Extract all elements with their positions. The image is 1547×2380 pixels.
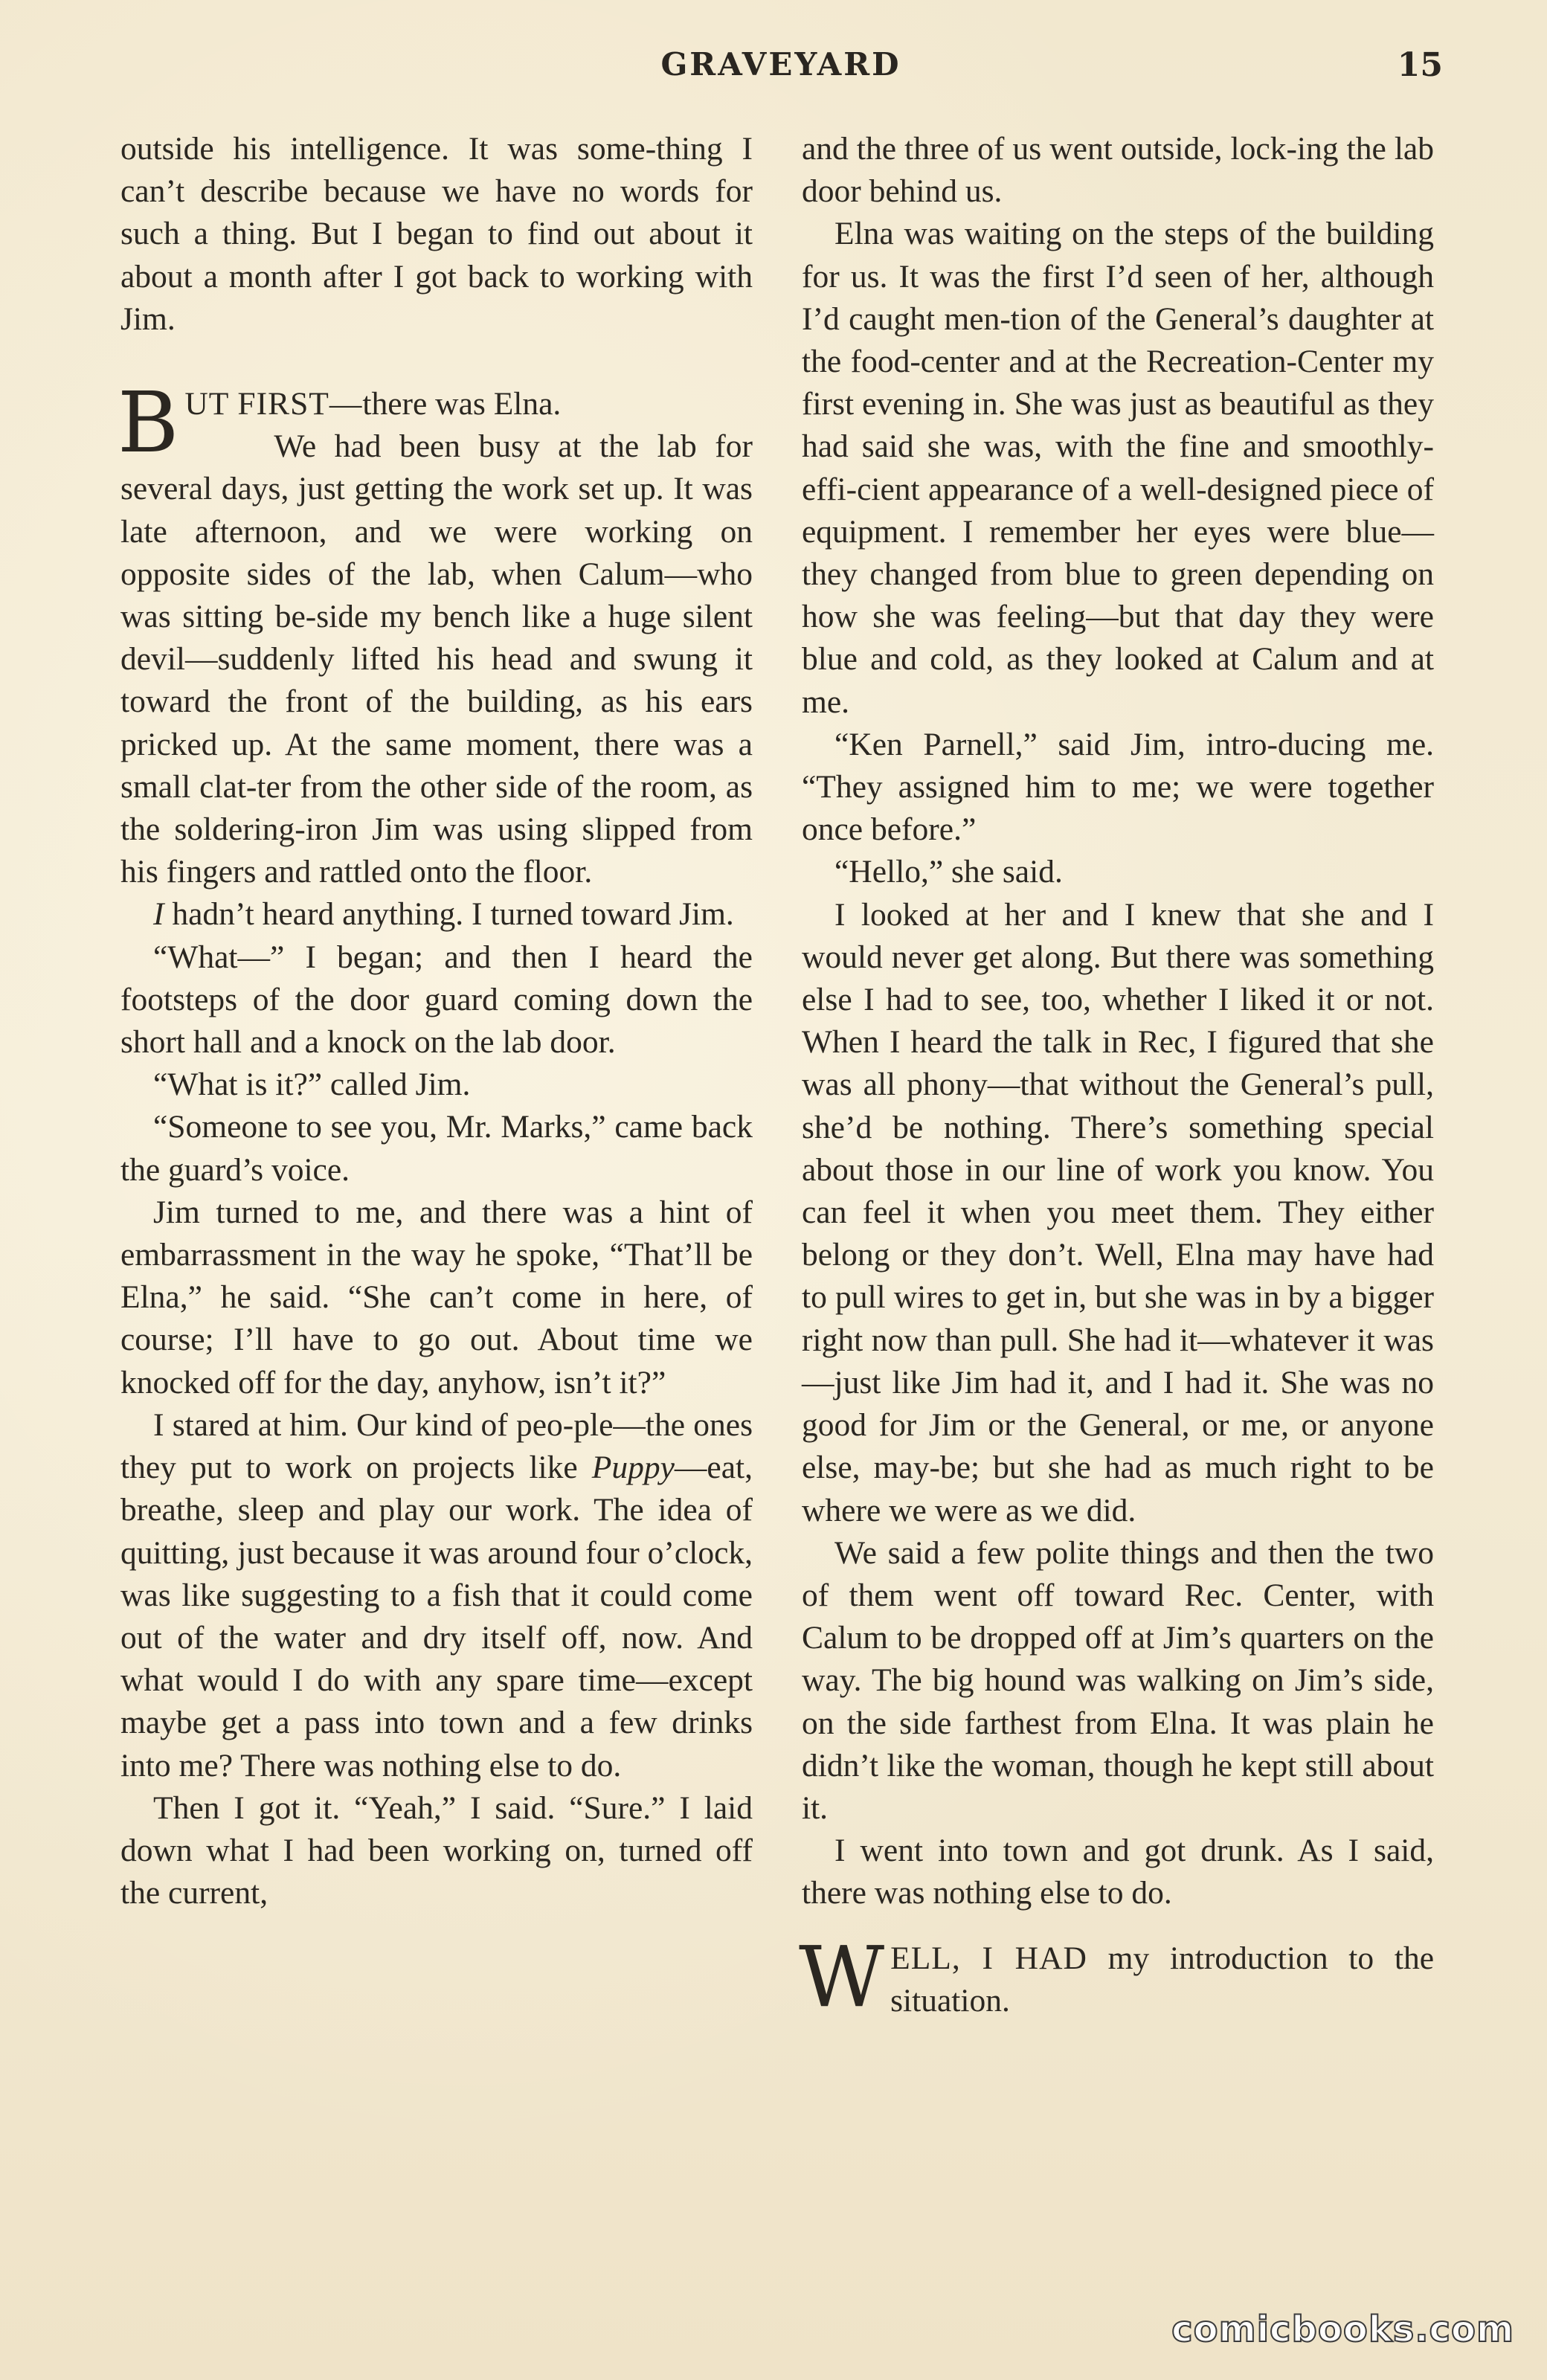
page-number: 15 (1397, 46, 1443, 84)
paragraph: Elna was waiting on the steps of the building for us. It was the first I’d seen of her, although I’d caught men-tion of the General’s daughter at the food-center and at the Recreation-Center my first evening in. She was just as beautiful as they had said she was, with the fine and smoothly-effi-cient appearance of a well-designed piece of equipment. I remember her eyes were blue—they changed from blue to green depending on how she was feeling—but that day they were blue and cold, as they looked at Calum and at me. (802, 216, 1434, 720)
emphasis-text: Puppy (591, 1450, 675, 1486)
running-title: GRAVEYARD (660, 46, 901, 83)
paragraph: I went into town and got drunk. As I said, there was nothing else to do. (802, 1833, 1434, 1911)
paragraph (120, 893, 753, 936)
section-lead-text: UT FIRST— (184, 386, 363, 422)
drop-cap: B (118, 375, 179, 472)
paragraph-text: my introduction to the situation. (890, 1940, 1435, 2019)
paragraph: outside his intelligence. It was some-thing I can’t describe because we have no words for such a thing. But I began to find out about it about a month after I got back to working with Jim. (120, 131, 753, 337)
paragraph: “Hello,” she said. (834, 854, 1063, 890)
paragraph: “What is it?” called Jim. (153, 1067, 471, 1103)
paragraph: Then I got it. “Yeah,” I said. “Sure.” I laid down what I had been working on, turned off the current, (120, 1789, 753, 1911)
paragraph: We had been busy at the lab for several days, just getting the work set up. It was late afternoon, and we were working on opposite sides of the lab, when Calum—who was sitting be-side my bench like a huge silent devil—suddenly lifted his head and swung it toward the front of the building, as his ears pricked up. At the same moment, there was a small clat-ter from the other side of the room, as the soldering-iron Jim was using slipped from his fingers and rattled onto the floor. (120, 428, 753, 890)
paragraph-text: there was Elna. (362, 386, 562, 422)
paragraph (120, 1404, 753, 1787)
right-column (799, 128, 1435, 2026)
paragraph: and the three of us went outside, lock-ing the lab door behind us. (802, 131, 1434, 210)
paragraph-text: —eat, breathe, sleep and play our work. The idea of quitting, just because it was around four o’clock, was like suggesting to a fish that it could come out of the water and dry itself off, now. And what would I do with any spare time—except maybe get a pass into town and a few drinks into me? There was nothing else to do. (120, 1450, 753, 1784)
emphasis-text: I (153, 896, 164, 933)
paragraph: Jim turned to me, and there was a hint of embarrassment in the way he spoke, “That’ll be Elna,” he said. “She can’t come in here, of course; I’ll have to go out. About time we knocked off for the day, anyhow, isn’t it?” (120, 1194, 753, 1400)
drop-cap: W (799, 1929, 885, 2026)
paragraph: I looked at her and I knew that she and I would never get along. But there was something else I had to see, too, whether I liked it or not. When I heard the talk in Rec, I figured that she was all phony—that without the General’s pull, she’d be nothing. There’s something special about those in our line of work you know. You can feel it when you meet them. They either belong or they don’t. Well, Elna may have had to pull wires to get in, but she was in by a bigger right now than pull. She had it—whatever it was—just like Jim had it, and I had it. She was no good for Jim or the General, or me, or anyone else, may-be; but she had as much right to be where we were as we did. (802, 896, 1434, 1528)
paragraph: “What—” I began; and then I heard the footsteps of the door guard coming down the short hall and a knock on the lab door. (120, 939, 753, 1061)
paragraph: We said a few polite things and then the two of them went off toward Rec. Center, with Calum to be dropped off at Jim’s quarters on the way. The big hound was walking on Jim’s side, on the side farthest from Elna. It was plain he didn’t like the woman, though he kept still about it. (802, 1534, 1434, 1826)
paragraph: “Ken Parnell,” said Jim, intro-ducing me. “They assigned him to me; we were together once before.” (802, 726, 1434, 848)
running-header (119, 46, 1443, 91)
section-lead-text: ELL, I HAD (890, 1940, 1087, 1976)
paragraph: “Someone to see you, Mr. Marks,” came back the guard’s voice. (120, 1109, 753, 1188)
paragraph-text: I stared at him. Our kind of peo-ple—the ones they put to work on projects like (120, 1406, 753, 1486)
paragraph-text: hadn’t heard anything. I turned toward Jim. (164, 896, 734, 933)
section-opening-paragraph (799, 1929, 1435, 2026)
section-opening-paragraph (118, 375, 753, 472)
site-watermark: comicbooks.com (1171, 2309, 1514, 2350)
left-column (120, 128, 753, 1914)
